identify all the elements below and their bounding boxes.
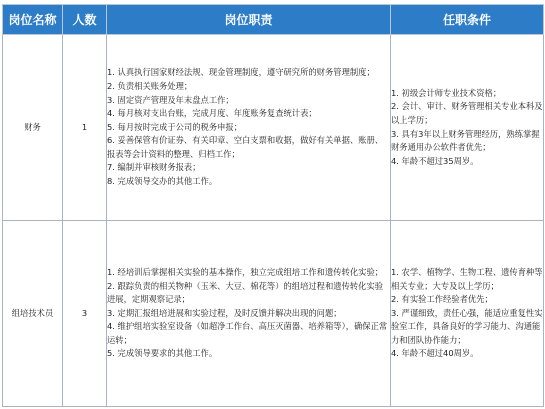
- duty-item: 2. 跟踪负责的相关物种（玉米、大豆、棉花等）的组培过程和遗传转化实验进展，定期观察记录；: [107, 280, 384, 305]
- requirement-item: 1. 农学、植物学、生物工程、遗传育种等相关专业；大专及以上学历；: [391, 266, 543, 291]
- duties-cell: [107, 35, 391, 221]
- duty-item: 3. 定期汇报组培进展和实验过程，及时反馈并解决出现的问题；: [107, 307, 342, 318]
- table-row: [3, 35, 544, 221]
- duty-item: 1. 经培训后掌握相关实验的基本操作，独立完成组培工作和遗传转化实验；: [107, 266, 384, 277]
- job-requirements-table: [2, 4, 544, 407]
- requirement-item: 2. 有实验工作经验者优先；: [391, 294, 493, 305]
- requirement-item: 1. 初级会计师专业技术资格；: [391, 87, 502, 98]
- requirement-item: 3. 严谨细致，责任心强，能适应重复性实验室工作，具备良好的学习能力、沟通能力和团队协作能力；: [391, 307, 543, 345]
- table-header-row: [3, 5, 544, 35]
- duty-item: 4. 每月核对支出台账，完成月度、年度账务复查统计表；: [107, 108, 317, 119]
- requirement-item: 4. 年龄不超过40周岁。: [391, 348, 479, 359]
- duty-item: 1. 认真执行国家财经法规、现金管理制度，遵守研究所的财务管理制度；: [107, 67, 375, 78]
- duty-item: 2. 负责相关账务处理；: [107, 80, 193, 91]
- duty-item: 4. 维护组培实验室设备（如超净工作台、高压灭菌器、培养箱等），确保正常运转；: [107, 321, 388, 345]
- duties-cell: [107, 221, 391, 407]
- duty-item: 6. 妥善保管有价证券、有关印章、空白支票和收据，做好有关单据、账册、报表等会计资料的整理、归档工作；: [107, 135, 384, 159]
- header-duties: 岗位职责: [107, 5, 391, 35]
- job-table-container: [2, 4, 543, 407]
- headcount-cell: 1: [63, 35, 107, 221]
- position-name-cell: 组培技术员: [3, 221, 63, 407]
- header-requirements: 任职条件: [391, 5, 544, 35]
- requirements-cell: [391, 35, 544, 221]
- headcount-cell: 3: [63, 221, 107, 407]
- position-name-cell: 财务: [3, 35, 63, 221]
- table-row: [3, 221, 544, 407]
- header-headcount: 人数: [63, 5, 107, 35]
- requirement-item: 3. 具有3年以上财务管理经历，熟练掌握财务通用办公软件者优先；: [391, 128, 540, 153]
- duty-item: 7. 编制并审核财务报表；: [107, 162, 201, 173]
- requirement-item: 4. 年龄不超过35周岁。: [391, 155, 479, 166]
- duty-item: 5. 每月按时完成于公司的税务申报；: [107, 121, 243, 132]
- duty-item: 3. 固定资产管理及年末盘点工作；: [107, 94, 234, 105]
- requirements-cell: [391, 221, 544, 407]
- duty-item: 5. 完成领导要求的其他工作。: [107, 348, 218, 359]
- duty-item: 8. 完成领导交办的其他工作。: [107, 176, 218, 187]
- header-position-name: 岗位名称: [3, 5, 63, 35]
- requirement-item: 2. 会计、审计、财务管理相关专业本科及以上学历；: [391, 101, 543, 125]
